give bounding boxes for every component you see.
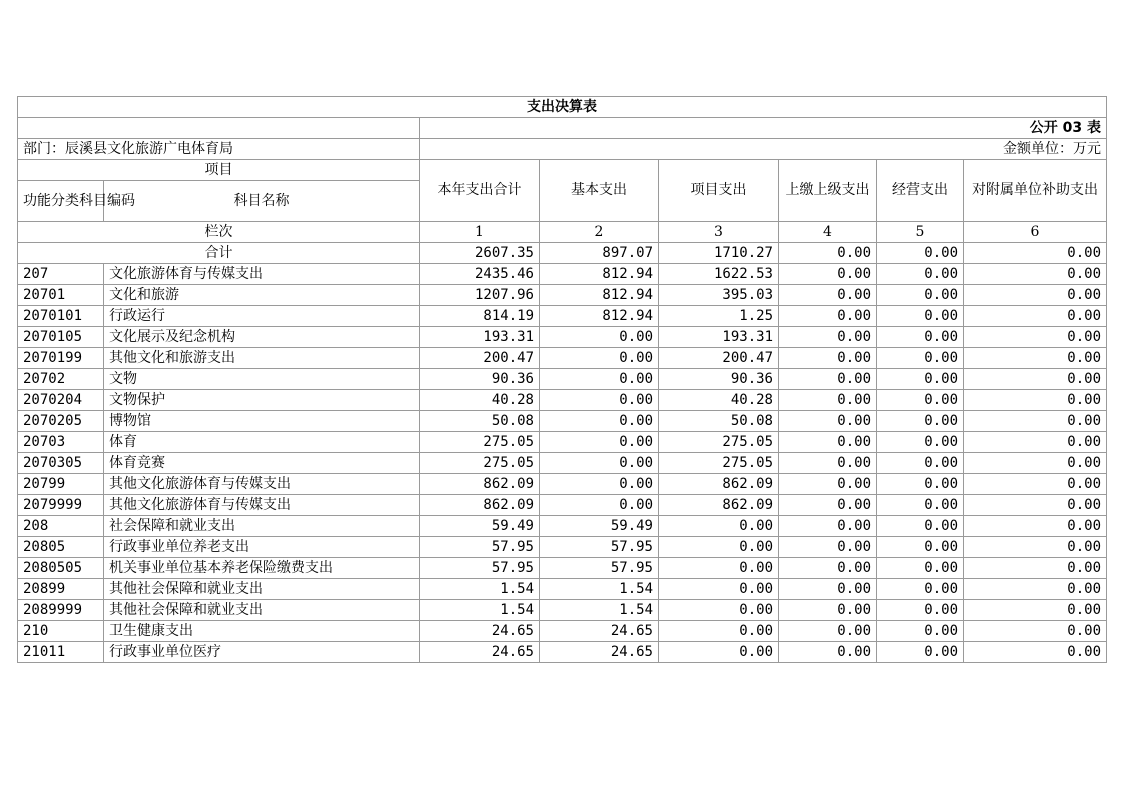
table-row [18,537,1107,558]
row-value: 0.00 [877,600,964,621]
title-row [18,97,1107,118]
row-value: 59.49 [540,516,659,537]
row-value: 275.05 [659,432,779,453]
row-value: 0.00 [877,390,964,411]
header-subsidy: 对附属单位补助支出 [964,160,1107,222]
row-value: 275.05 [420,453,540,474]
row-value: 0.00 [964,453,1107,474]
row-value: 0.00 [964,390,1107,411]
row-code: 2089999 [18,600,104,621]
row-value: 275.05 [659,453,779,474]
row-name: 其他社会保障和就业支出 [104,579,420,600]
row-name: 社会保障和就业支出 [104,516,420,537]
table-row [18,264,1107,285]
table-row [18,600,1107,621]
row-name: 文物 [104,369,420,390]
row-value: 0.00 [779,327,877,348]
header-business: 经营支出 [877,160,964,222]
row-value: 59.49 [420,516,540,537]
row-value: 0.00 [779,642,877,663]
row-value: 90.36 [659,369,779,390]
row-value: 0.00 [779,579,877,600]
header-project: 项目支出 [659,160,779,222]
row-value: 0.00 [964,474,1107,495]
row-code: 20799 [18,474,104,495]
row-name: 机关事业单位基本养老保险缴费支出 [104,558,420,579]
row-value: 0.00 [877,537,964,558]
row-value: 0.00 [779,621,877,642]
row-value: 57.95 [540,537,659,558]
row-value: 2435.46 [420,264,540,285]
row-value: 0.00 [659,537,779,558]
row-value: 0.00 [779,285,877,306]
row-value: 0.00 [964,495,1107,516]
row-value: 0.00 [779,432,877,453]
table-row [18,579,1107,600]
table-row [18,495,1107,516]
row-value: 24.65 [540,642,659,663]
row-value: 814.19 [420,306,540,327]
row-value: 0.00 [964,516,1107,537]
row-value: 0.00 [540,327,659,348]
row-value: 812.94 [540,285,659,306]
row-value: 0.00 [877,453,964,474]
row-code: 20805 [18,537,104,558]
row-code: 2070204 [18,390,104,411]
row-value: 0.00 [964,306,1107,327]
row-code: 2080505 [18,558,104,579]
row-value: 1.54 [540,600,659,621]
row-value: 395.03 [659,285,779,306]
row-value: 0.00 [877,306,964,327]
row-code: 20899 [18,579,104,600]
header-name: 科目名称 [104,181,420,222]
expenditure-table [17,96,1107,663]
info-row [18,139,1107,160]
row-value: 1622.53 [659,264,779,285]
row-value: 0.00 [779,264,877,285]
row-value: 0.00 [964,285,1107,306]
row-value: 0.00 [779,453,877,474]
row-value: 0.00 [877,621,964,642]
row-value: 0.00 [877,369,964,390]
row-name: 其他文化旅游体育与传媒支出 [104,474,420,495]
row-value: 50.08 [420,411,540,432]
row-value: 0.00 [877,264,964,285]
row-value: 862.09 [420,474,540,495]
column-index-4: 4 [779,222,877,243]
table-row [18,369,1107,390]
row-name: 其他文化旅游体育与传媒支出 [104,495,420,516]
row-value: 24.65 [420,642,540,663]
row-value: 0.00 [779,495,877,516]
column-index-6: 6 [964,222,1107,243]
row-value: 0.00 [779,411,877,432]
row-value: 1207.96 [420,285,540,306]
row-name: 行政事业单位医疗 [104,642,420,663]
total-row [18,243,1107,264]
table-row [18,516,1107,537]
row-value: 1.54 [420,600,540,621]
row-value: 0.00 [877,642,964,663]
table-row [18,432,1107,453]
doc-no-row [18,118,1107,139]
row-code: 2070205 [18,411,104,432]
row-value: 193.31 [420,327,540,348]
column-index-1: 1 [420,222,540,243]
row-value: 0.00 [964,369,1107,390]
doc-number: 公开 03 表 [420,118,1107,139]
row-value: 862.09 [659,495,779,516]
row-value: 0.00 [877,348,964,369]
total-value: 897.07 [540,243,659,264]
row-name: 其他文化和旅游支出 [104,348,420,369]
header-basic: 基本支出 [540,160,659,222]
row-value: 862.09 [659,474,779,495]
row-name: 体育竞赛 [104,453,420,474]
row-value: 0.00 [540,495,659,516]
row-value: 1.54 [420,579,540,600]
table-row [18,642,1107,663]
row-name: 博物馆 [104,411,420,432]
row-value: 0.00 [540,348,659,369]
row-value: 0.00 [540,369,659,390]
row-value: 0.00 [964,537,1107,558]
column-index-2: 2 [540,222,659,243]
row-value: 0.00 [540,453,659,474]
table-row [18,453,1107,474]
row-value: 0.00 [964,600,1107,621]
row-value: 812.94 [540,264,659,285]
header-row-1 [18,160,1107,181]
header-upper: 上缴上级支出 [779,160,877,222]
column-index-label: 栏次 [18,222,420,243]
header-item: 项目 [18,160,420,181]
row-value: 200.47 [420,348,540,369]
row-value: 0.00 [964,579,1107,600]
row-value: 0.00 [779,474,877,495]
row-name: 体育 [104,432,420,453]
row-value: 0.00 [877,516,964,537]
row-code: 207 [18,264,104,285]
row-value: 0.00 [964,642,1107,663]
row-value: 57.95 [420,558,540,579]
row-name: 文化旅游体育与传媒支出 [104,264,420,285]
table-row [18,621,1107,642]
row-value: 0.00 [779,306,877,327]
department-label: 部门：辰溪县文化旅游广电体育局 [18,139,420,160]
total-value: 0.00 [877,243,964,264]
row-value: 200.47 [659,348,779,369]
row-value: 0.00 [659,600,779,621]
row-code: 2070199 [18,348,104,369]
table-row [18,474,1107,495]
total-value: 0.00 [779,243,877,264]
row-code: 208 [18,516,104,537]
row-value: 0.00 [779,516,877,537]
row-value: 193.31 [659,327,779,348]
row-value: 812.94 [540,306,659,327]
row-value: 0.00 [964,411,1107,432]
row-name: 文化和旅游 [104,285,420,306]
row-code: 20703 [18,432,104,453]
row-value: 40.28 [420,390,540,411]
total-value: 0.00 [964,243,1107,264]
row-value: 0.00 [779,537,877,558]
table-row [18,390,1107,411]
row-value: 0.00 [964,264,1107,285]
row-code: 20702 [18,369,104,390]
row-code: 21011 [18,642,104,663]
row-value: 0.00 [540,390,659,411]
row-value: 862.09 [420,495,540,516]
table-row [18,306,1107,327]
table-row [18,348,1107,369]
row-value: 0.00 [540,432,659,453]
row-value: 0.00 [964,621,1107,642]
table-row [18,558,1107,579]
row-name: 行政运行 [104,306,420,327]
row-value: 0.00 [964,348,1107,369]
row-value: 0.00 [877,432,964,453]
row-value: 0.00 [779,558,877,579]
row-value: 0.00 [540,411,659,432]
table-row [18,327,1107,348]
doc-no-blank [18,118,420,139]
row-value: 0.00 [779,348,877,369]
row-value: 24.65 [540,621,659,642]
unit-label: 金额单位：万元 [420,139,1107,160]
row-value: 24.65 [420,621,540,642]
row-code: 2070101 [18,306,104,327]
row-value: 0.00 [877,285,964,306]
header-total: 本年支出合计 [420,160,540,222]
row-value: 40.28 [659,390,779,411]
row-code: 210 [18,621,104,642]
row-value: 1.25 [659,306,779,327]
row-value: 0.00 [779,600,877,621]
row-value: 0.00 [964,432,1107,453]
row-value: 0.00 [877,579,964,600]
page-title: 支出决算表 [18,97,1107,118]
row-name: 文物保护 [104,390,420,411]
row-value: 57.95 [420,537,540,558]
table-row [18,411,1107,432]
row-name: 行政事业单位养老支出 [104,537,420,558]
row-value: 0.00 [964,558,1107,579]
row-value: 275.05 [420,432,540,453]
row-name: 文化展示及纪念机构 [104,327,420,348]
row-value: 0.00 [659,642,779,663]
row-code: 2070105 [18,327,104,348]
row-value: 0.00 [659,621,779,642]
row-code: 2079999 [18,495,104,516]
row-value: 50.08 [659,411,779,432]
row-value: 0.00 [877,495,964,516]
row-value: 0.00 [659,579,779,600]
row-value: 0.00 [877,474,964,495]
row-value: 90.36 [420,369,540,390]
header-code: 功能分类科目编码 [18,181,104,222]
row-value: 0.00 [964,327,1107,348]
total-label: 合计 [18,243,420,264]
row-value: 0.00 [877,411,964,432]
row-name: 其他社会保障和就业支出 [104,600,420,621]
row-value: 0.00 [877,558,964,579]
row-value: 0.00 [659,558,779,579]
table-row [18,285,1107,306]
row-name: 卫生健康支出 [104,621,420,642]
row-code: 2070305 [18,453,104,474]
row-value: 0.00 [877,327,964,348]
row-value: 0.00 [779,369,877,390]
row-value: 57.95 [540,558,659,579]
total-value: 1710.27 [659,243,779,264]
row-value: 0.00 [779,390,877,411]
total-value: 2607.35 [420,243,540,264]
column-index-5: 5 [877,222,964,243]
column-index-3: 3 [659,222,779,243]
column-index-row [18,222,1107,243]
row-value: 0.00 [659,516,779,537]
row-value: 0.00 [540,474,659,495]
row-code: 20701 [18,285,104,306]
row-value: 1.54 [540,579,659,600]
